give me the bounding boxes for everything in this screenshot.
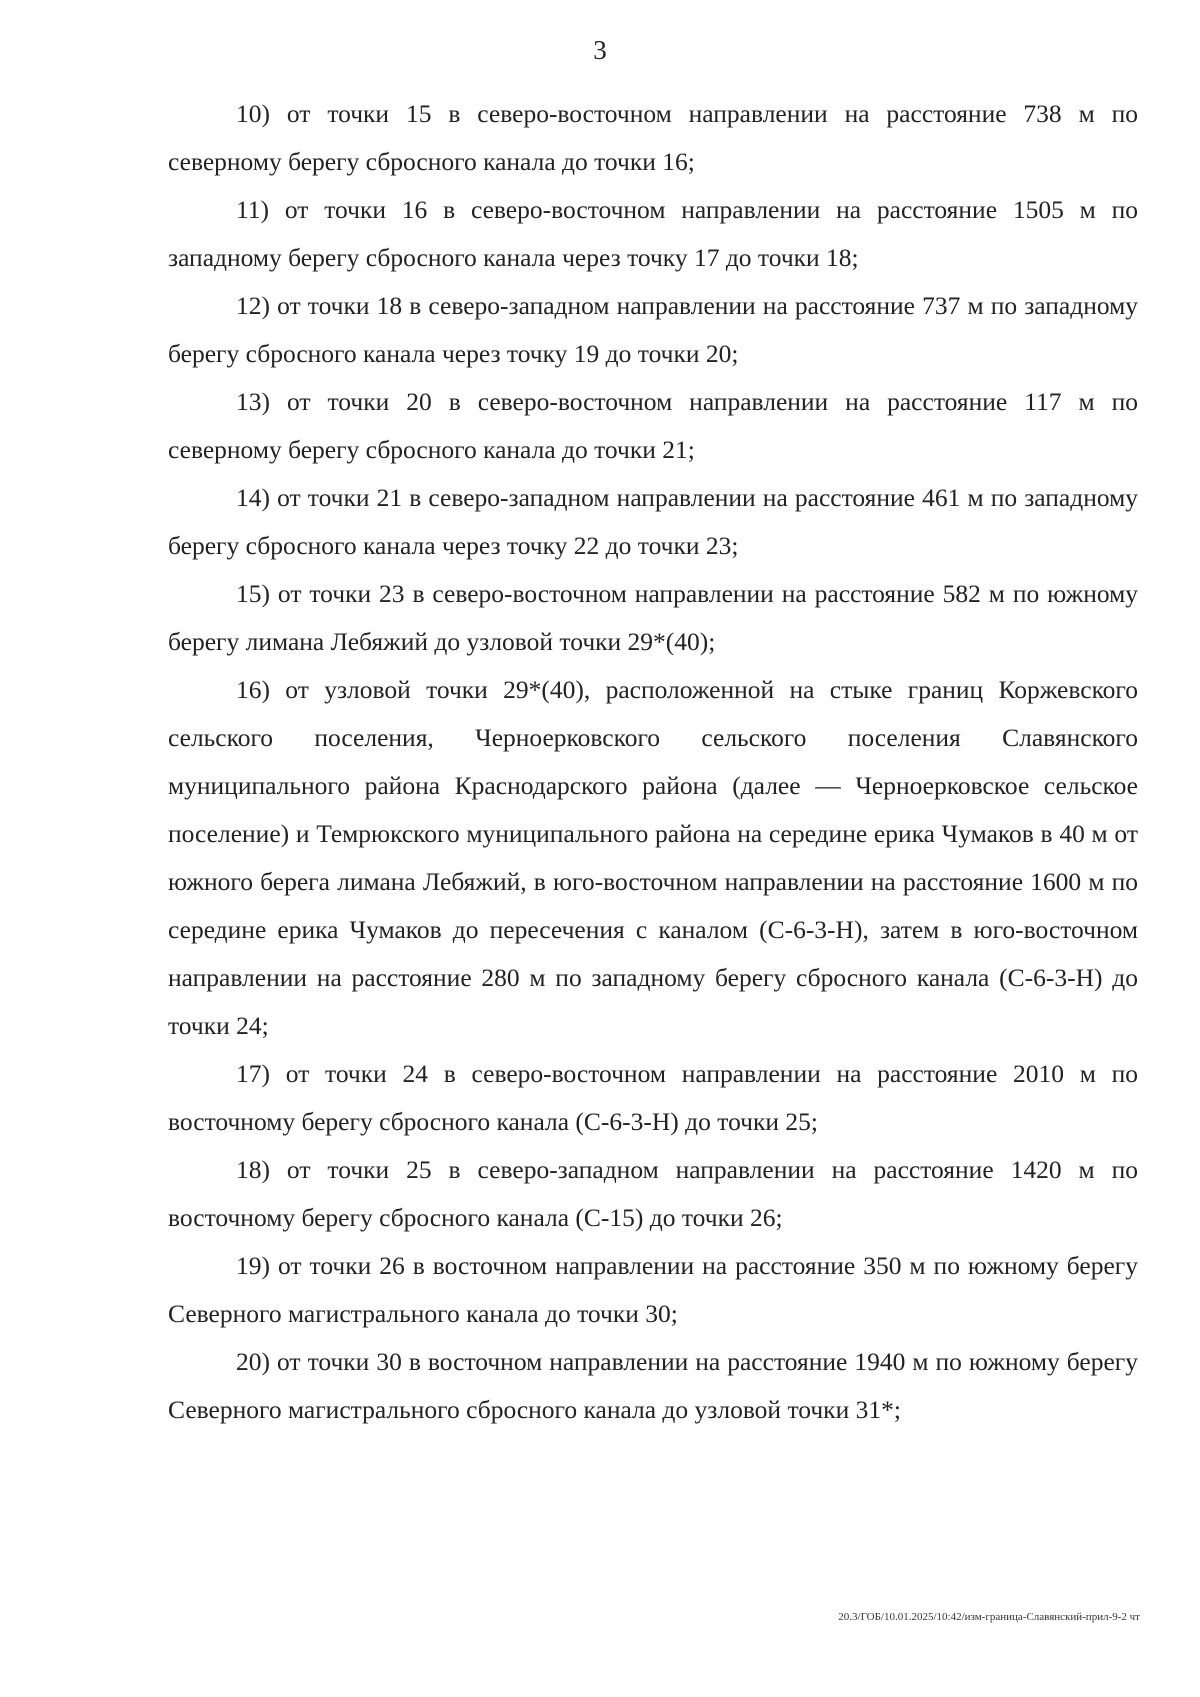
paragraph-10: 10) от точки 15 в северо-восточном направлении на расстояние 738 м по северному берегу сбросного канала до точки 16; <box>168 99 1138 176</box>
paragraph-17: 17) от точки 24 в северо-восточном направлении на расстояние 2010 м по восточному берегу сбросного канала (С-6-3-Н) до точки 25; <box>168 1059 1138 1136</box>
paragraph-18: 18) от точки 25 в северо-западном направлении на расстояние 1420 м по восточному берегу сбросного канала (С-15) до точки 26; <box>168 1155 1138 1232</box>
paragraph-19: 19) от точки 26 в восточном направлении на расстояние 350 м по южному берегу Северного магистрального канала до точки 30; <box>168 1251 1138 1328</box>
paragraph-20: 20) от точки 30 в восточном направлении на расстояние 1940 м по южному берегу Северного магистрального сбросного канала до узловой точки 31*; <box>168 1347 1138 1424</box>
paragraph-13: 13) от точки 20 в северо-восточном направлении на расстояние 117 м по северному берегу сбросного канала до точки 21; <box>168 387 1138 464</box>
paragraph-15: 15) от точки 23 в северо-восточном направлении на расстояние 582 м по южному берегу лимана Лебяжий до узловой точки 29*(40); <box>168 579 1138 656</box>
paragraph-12: 12) от точки 18 в северо-западном направлении на расстояние 737 м по западному берегу сбросного канала через точку 19 до точки 20; <box>168 291 1138 368</box>
paragraph-14: 14) от точки 21 в северо-западном направлении на расстояние 461 м по западному берегу сбросного канала через точку 22 до точки 23; <box>168 483 1138 560</box>
paragraph-16: 16) от узловой точки 29*(40), расположенной на стыке границ Коржевского сельского поселения, Черноерковского сельского поселения Славянского муниципального района Краснодарского района (далее — Черноерковское сельское поселение) и Темрюкского муниципального района на середине ерика Чумаков в 40 м от южного берега лимана Лебяжий, в юго-восточном направлении на расстояние 1600 м по середине ерика Чумаков до пересечения с каналом (С-6-3-Н), затем в юго-восточном направлении на расстояние 280 м по западному берегу сбросного канала (С-6-3-Н) до точки 24; <box>168 675 1138 1040</box>
paragraph-11: 11) от точки 16 в северо-восточном направлении на расстояние 1505 м по западному берегу сбросного канала через точку 17 до точки 18; <box>168 195 1138 272</box>
document-body <box>168 90 1138 1434</box>
document-footer-id: 20.3/ГОБ/10.01.2025/10:42/изм-граница-Славянский-прил-9-2 чт <box>838 1611 1140 1623</box>
page-number: 3 <box>593 35 607 65</box>
